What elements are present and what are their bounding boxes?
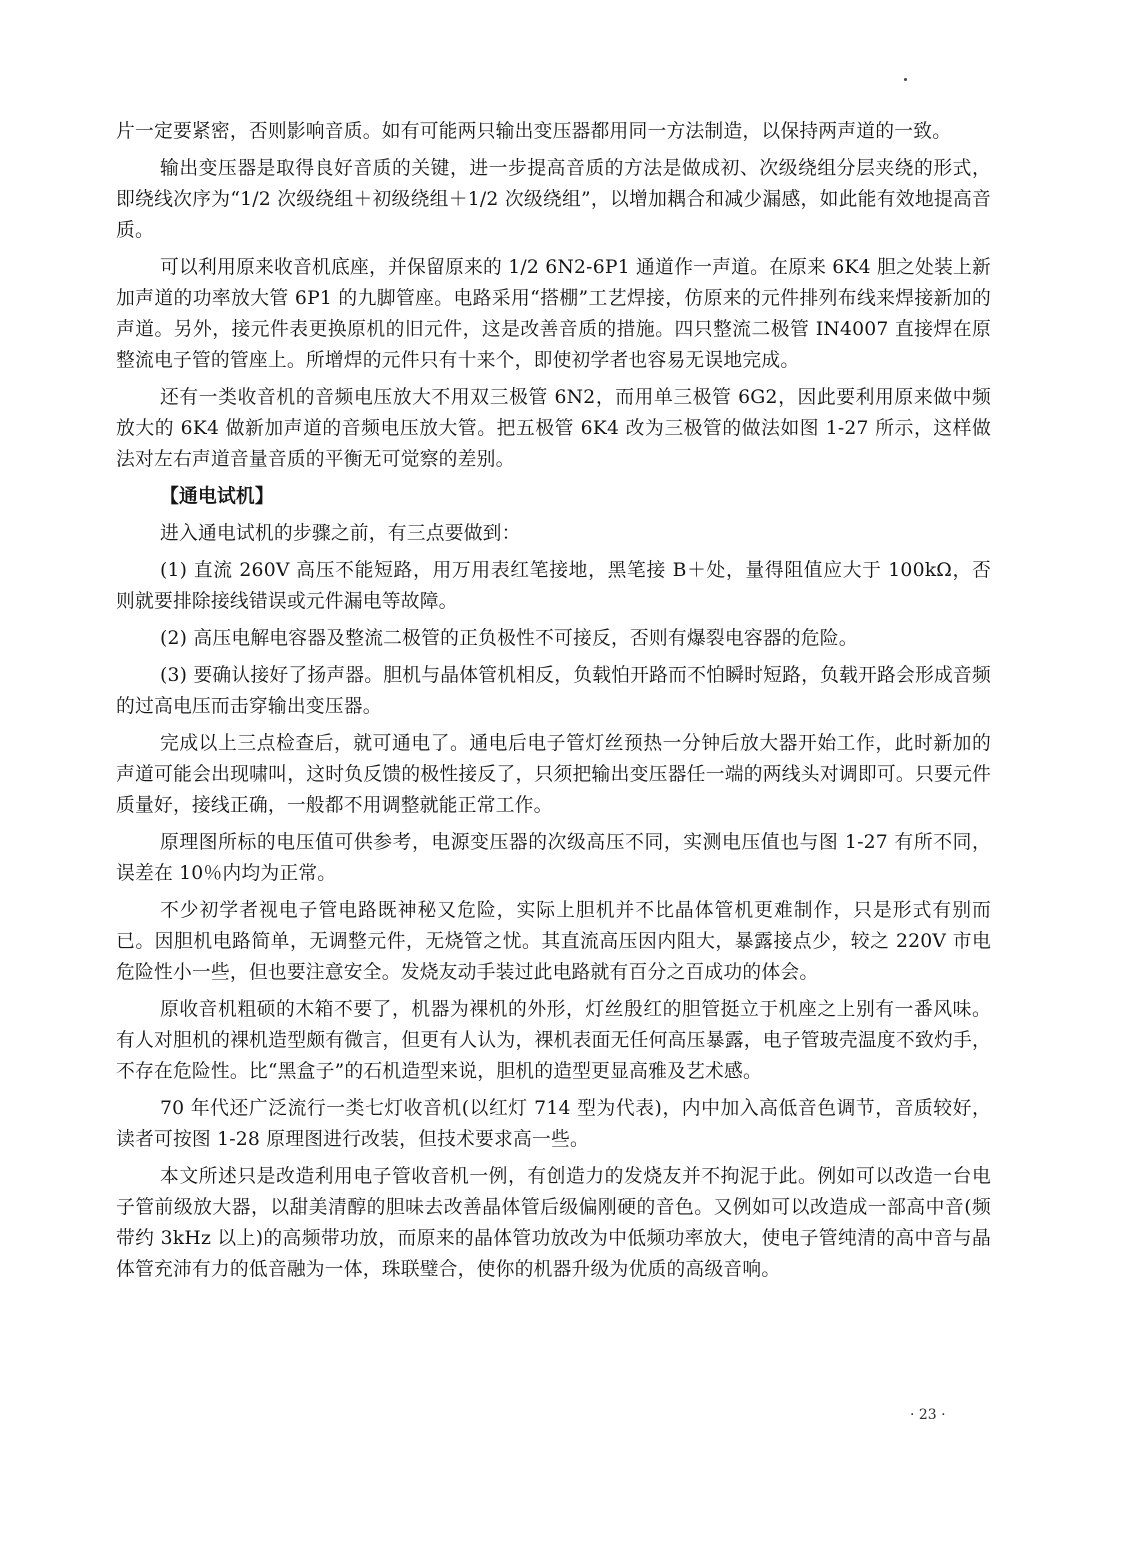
paragraph-5: 进入通电试机的步骤之前，有三点要做到： — [160, 523, 521, 544]
numbered-step-1: (1) 直流 260V 高压不能短路，用万用表红笔接地，黑笔接 B＋处，量得阻值应大于 100kΩ，否则就要排除接线错误或元件漏电等故障。 — [116, 560, 991, 612]
paragraph-6: 完成以上三点检查后，就可通电了。通电后电子管灯丝预热一分钟后放大器开始工作，此时新加的声道可能会出现啸叫，这时负反馈的极性接反了，只须把输出变压器任一端的两线头对调即可。只要元件质量好，接线正确，一般都不用调整就能正常工作。 — [116, 733, 991, 816]
numbered-step-3: (3) 要确认接好了扬声器。胆机与晶体管机相反，负载怕开路而不怕瞬时短路，负载开路会形成音频的过高电压而击穿输出变压器。 — [116, 665, 991, 717]
paragraph-4: 还有一类收音机的音频电压放大不用双三极管 6N2，而用单三极管 6G2，因此要利用原来做中频放大的 6K4 做新加声道的音频电压放大管。把五极管 6K4 改为三极管的做法如图 1-27 所示，这样做法对左右声道音量音质的平衡无可觉察的差别。 — [116, 387, 991, 470]
scan-dot-mark — [904, 78, 907, 81]
paragraph-7: 原理图所标的电压值可供参考，电源变压器的次级高压不同，实测电压值也与图 1-27 有所不同，误差在 10％内均为正常。 — [116, 832, 991, 884]
paragraph-3: 可以利用原来收音机底座，并保留原来的 1/2 6N2-6P1 通道作一声道。在原来 6K4 胆之处装上新加声道的功率放大管 6P1 的九脚管座。电路采用“搭棚”工艺焊接，仿原来的元件排列布线来焊接新加的声道。另外，接元件表更换原机的旧元件，这是改善音质的措施。四只整流二极管 IN4007 直接焊在原整流电子管的管座上。所增焊的元件只有十来个，即使初学者也容易无误地完成。 — [116, 257, 991, 371]
page-number: · 23 · — [910, 1407, 946, 1423]
paragraph-10: 70 年代还广泛流行一类七灯收音机(以红灯 714 型为代表)，内中加入高低音色调节，音质较好，读者可按图 1-28 原理图进行改装，但技术要求高一些。 — [116, 1098, 991, 1150]
paragraph-2: 输出变压器是取得良好音质的关键，进一步提高音质的方法是做成初、次级绕组分层夹绕的形式，即绕线次序为“1/2 次级绕组＋初级绕组＋1/2 次级绕组”，以增加耦合和减少漏感，如此能有效地提高音质。 — [116, 158, 991, 241]
document-body — [116, 116, 991, 1291]
numbered-step-2: (2) 高压电解电容器及整流二极管的正负极性不可接反，否则有爆裂电容器的危险。 — [160, 628, 858, 649]
paragraph-9: 原收音机粗硕的木箱不要了，机器为裸机的外形，灯丝殷红的胆管挺立于机座之上别有一番风味。有人对胆机的裸机造型颇有微言，但更有人认为，裸机表面无任何高压暴露，电子管玻壳温度不致灼手，不存在危险性。比“黑盒子”的石机造型来说，胆机的造型更显高雅及艺术感。 — [116, 999, 991, 1082]
paragraph-11: 本文所述只是改造利用电子管收音机一例，有创造力的发烧友并不拘泥于此。例如可以改造一台电子管前级放大器，以甜美清醇的胆味去改善晶体管后级偏刚硬的音色。又例如可以改造成一部高中音(频带约 3kHz 以上)的高频带功放，而原来的晶体管功放改为中低频功率放大，使电子管纯清的高中音与晶体管充沛有力的低音融为一体，珠联璧合，使你的机器升级为优质的高级音响。 — [116, 1166, 991, 1280]
section-heading-power-test: 【通电试机】 — [160, 485, 274, 507]
paragraph-1: 片一定要紧密，否则影响音质。如有可能两只输出变压器都用同一方法制造，以保持两声道的一致。 — [116, 121, 952, 142]
paragraph-8: 不少初学者视电子管电路既神秘又危险，实际上胆机并不比晶体管机更难制作，只是形式有别而已。因胆机电路简单，无调整元件，无烧管之忧。其直流高压因内阻大，暴露接点少，较之 220V 市电危险性小一些，但也要注意安全。发烧友动手装过此电路就有百分之百成功的体会。 — [116, 900, 991, 983]
